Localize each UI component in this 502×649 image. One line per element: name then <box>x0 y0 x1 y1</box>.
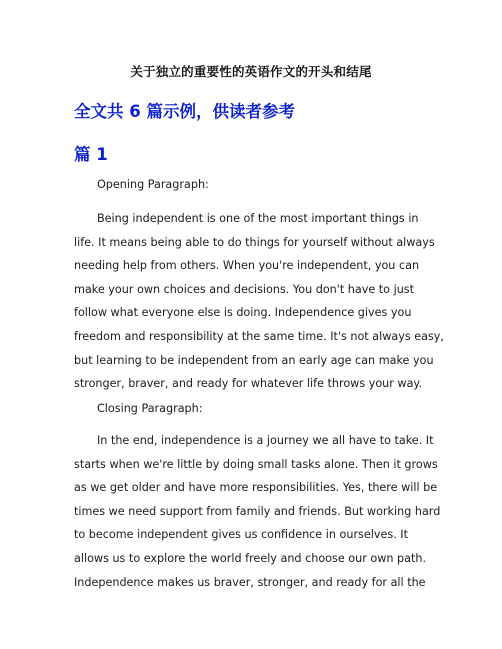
closing-line: starts when we're little by doing small tasks alone. Then it grows <box>74 457 438 471</box>
opening-line: follow what everyone else is doing. Independence gives you <box>74 306 412 320</box>
closing-line: In the end, independence is a journey we all have to take. It <box>97 434 434 447</box>
opening-line: Being independent is one of the most important things in <box>97 212 419 225</box>
closing-paragraph-label: Closing Paragraph: <box>97 402 203 415</box>
opening-line: needing help from others. When you're independent, you can <box>74 259 420 273</box>
section-heading: 篇 1 <box>74 145 108 164</box>
closing-line: Independence makes us braver, stronger, and ready for all the <box>74 575 426 589</box>
opening-line: stronger, braver, and ready for whatever life throws your way. <box>74 377 423 391</box>
closing-paragraph <box>74 429 441 594</box>
document-subtitle: 全文共 6 篇示例，供读者参考 <box>74 102 295 121</box>
opening-line: make your own choices and decisions. You don't have to just <box>74 282 414 296</box>
closing-line: as we get older and have more responsibilities. Yes, there will be <box>74 481 438 495</box>
opening-paragraph-label: Opening Paragraph: <box>97 178 209 191</box>
closing-line: allows us to explore the world freely and choose our own path. <box>74 551 427 565</box>
opening-line: freedom and responsibility at the same time. It's not always easy, <box>74 329 444 343</box>
opening-line: life. It means being able to do things for yourself without always <box>74 235 435 249</box>
document-title: 关于独立的重要性的英语作文的开头和结尾 <box>130 64 372 79</box>
opening-paragraph <box>74 207 444 396</box>
opening-line: but learning to be independent from an early age can make you <box>74 353 434 367</box>
closing-line: times we need support from family and friends. But working hard <box>74 504 441 518</box>
closing-line: to become independent gives us confidence in ourselves. It <box>74 528 408 542</box>
